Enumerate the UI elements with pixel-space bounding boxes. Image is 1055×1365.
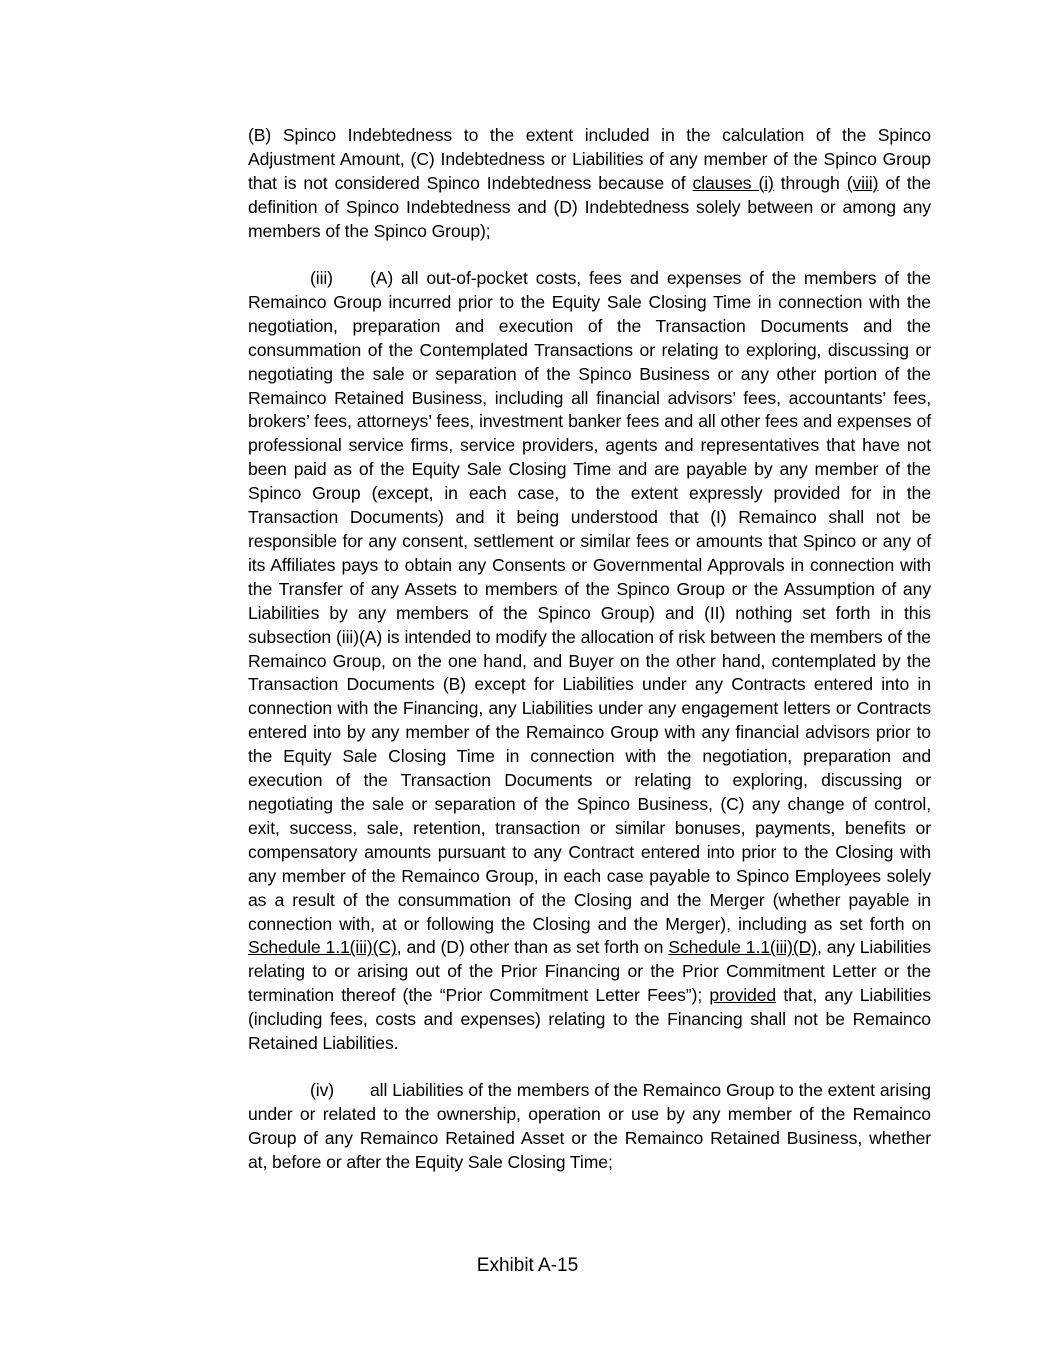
paragraph-text: , and (D) other than as set forth on — [396, 937, 669, 958]
schedule-reference: Schedule 1.1(iii)(D) — [668, 937, 817, 958]
paragraph-iii — [248, 267, 931, 1056]
paragraph-text: (A) all out-of-pocket costs, fees and expenses of the members of the Remainco Group incurred prior to the Equity Sale Closing Time in connection with the negotiation, preparation and execution of the Transaction Documents and the consummation of the Contemplated Transactions or relating to exploring, discussing or negotiating the sale or separation of the Spinco Business or any other portion of the Remainco Retained Business, including all financial advisors’ fees, accountants’ fees, brokers’ fees, attorneys’ fees, investment banker fees and all other fees and expenses of professional service firms, service providers, agents and representatives that have not been paid as of the Equity Sale Closing Time and are payable by any member of the Spinco Group (except, in each case, to the extent expressly provided for in the Transaction Documents) and it being understood that (I) Remainco shall not be responsible for any consent, settlement or similar fees or amounts that Spinco or any of its Affiliates pays to obtain any Consents or Governmental Approvals in connection with the Transfer of any Assets to members of the Spinco Group or the Assumption of any Liabilities by any members of the Spinco Group) and (II) nothing set forth in this subsection (iii)(A) is intended to modify the allocation of risk between the members of the Remainco Group, on the one hand, and Buyer on the other hand, contemplated by the Transaction Documents (B) except for Liabilities under any Contracts entered into in connection with the Financing, any Liabilities under any engagement letters or Contracts entered into by any member of the Remainco Group with any financial advisors prior to the Equity Sale Closing Time in connection with the negotiation, preparation and execution of the Transaction Documents or relating to exploring, discussing or negotiating the sale or separation of the Spinco Business, (C) any change of control, exit, success, sale, retention, transaction or similar bonuses, payments, benefits or compensatory amounts pursuant to any Contract entered into prior to the Closing with any member of the Remainco Group, in each case payable to Spinco Employees solely as a result of the consummation of the Closing and the Merger (whether payable in connection with, at or following the Closing and the Merger), including as set forth on — [248, 268, 931, 934]
schedule-reference: Schedule 1.1(iii)(C) — [248, 937, 397, 958]
paragraph-continuation — [248, 124, 931, 244]
document-body — [248, 124, 931, 1175]
paragraph-text: , any Liabilities relating to or arising out of the Prior Financing or the Prior Commitment Letter or the termination thereof (the “Prior Commitment Letter Fees”); — [248, 937, 931, 1006]
paragraph-text: that, any Liabilities (including fees, costs and expenses) relating to the Financing shall not be Remainco Retained Liabilities. — [248, 985, 931, 1054]
paragraph-text: through — [773, 172, 847, 193]
paragraph-iv — [248, 1079, 931, 1175]
clauses-reference: clauses (i) — [692, 172, 774, 193]
subsection-label: (iii) — [310, 268, 333, 289]
page-footer: Exhibit A-15 — [476, 1255, 579, 1276]
clause-viii-reference: (viii) — [846, 172, 879, 193]
provided-term: provided — [709, 985, 777, 1006]
paragraph-text: all Liabilities of the members of the Remainco Group to the extent arising under or related to the ownership, operation or use by any member of the Remainco Group of any Remainco Retained Asset or the Remainco Retained Business, whether at, before or after the Equity Sale Closing Time; — [248, 1080, 931, 1173]
paragraph-text: of the definition of Spinco Indebtedness and (D) Indebtedness solely between or among any members of the Spinco Group); — [248, 172, 931, 241]
subsection-label: (iv) — [310, 1080, 335, 1101]
paragraph-text: (B) Spinco Indebtedness to the extent included in the calculation of the Spinco Adjustment Amount, (C) Indebtedness or Liabilities of any member of the Spinco Group that is not considered Spinco Indebtedness because of — [248, 125, 931, 193]
